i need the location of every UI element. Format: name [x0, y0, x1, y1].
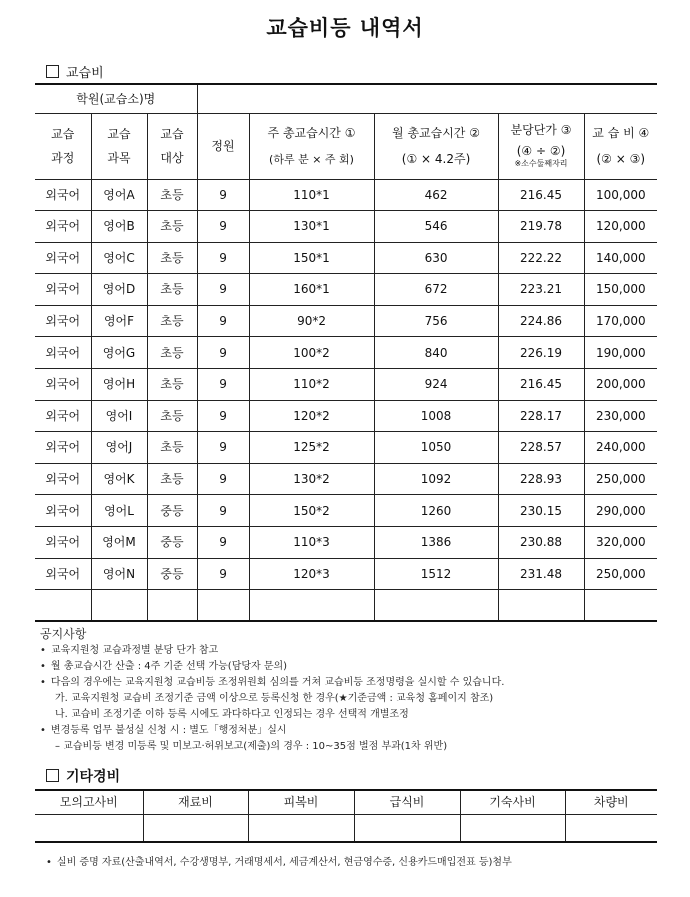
table-cell: 1386 [374, 527, 498, 559]
table-cell: 9 [197, 369, 249, 401]
table-cell: 영어G [91, 337, 147, 369]
table-cell: 222.22 [498, 242, 584, 274]
table-cell [374, 590, 498, 622]
table-row [35, 495, 657, 527]
other-value [354, 814, 460, 842]
table-cell: 320,000 [584, 527, 657, 559]
table-cell: 228.17 [498, 400, 584, 432]
other-header: 차량비 [565, 790, 657, 814]
table-cell: 240,000 [584, 432, 657, 464]
table-cell: 9 [197, 274, 249, 306]
table-cell: 230.15 [498, 495, 584, 527]
other-header: 모의고사비 [35, 790, 143, 814]
table-cell: 9 [197, 463, 249, 495]
table-cell: 223.21 [498, 274, 584, 306]
table-row [35, 558, 657, 590]
header-subject: 교습 과목 [91, 113, 147, 179]
table-cell: 110*1 [249, 179, 374, 211]
table-cell: 1008 [374, 400, 498, 432]
notice-subline: 가. 교육지원청 교습비 조정기준 금액 이상으로 등록신청 한 경우(★기준금액 : 교육청 홈페이지 참조) [55, 693, 494, 704]
other-value [248, 814, 354, 842]
table-cell: 216.45 [498, 179, 584, 211]
table-cell: 중등 [147, 495, 197, 527]
checkbox-square-icon [46, 65, 59, 78]
table-cell: 외국어 [35, 179, 91, 211]
table-cell: 160*1 [249, 274, 374, 306]
table-row [35, 590, 657, 622]
table-cell: 120*2 [249, 400, 374, 432]
table-cell: 230,000 [584, 400, 657, 432]
table-cell: 1260 [374, 495, 498, 527]
table-cell [147, 590, 197, 622]
table-cell: 1092 [374, 463, 498, 495]
table-row [35, 274, 657, 306]
table-cell: 영어H [91, 369, 147, 401]
table-cell: 외국어 [35, 527, 91, 559]
table-cell: 영어J [91, 432, 147, 464]
table-cell: 190,000 [584, 337, 657, 369]
notice-line: • 월 총교습시간 산출 : 4주 기준 선택 가능(담당자 문의) [40, 659, 660, 675]
table-cell: 초등 [147, 432, 197, 464]
table-cell: 외국어 [35, 337, 91, 369]
table-cell: 9 [197, 527, 249, 559]
table-cell: 영어B [91, 211, 147, 243]
table-cell: 231.48 [498, 558, 584, 590]
table-cell [498, 590, 584, 622]
table-row [35, 179, 657, 211]
table-cell: 영어K [91, 463, 147, 495]
table-cell: 9 [197, 211, 249, 243]
other-value [460, 814, 565, 842]
table-cell [584, 590, 657, 622]
table-row [35, 369, 657, 401]
other-header: 기숙사비 [460, 790, 565, 814]
checkbox-square-icon [46, 769, 59, 782]
table-cell: 외국어 [35, 305, 91, 337]
table-cell: 170,000 [584, 305, 657, 337]
table-cell: 외국어 [35, 495, 91, 527]
header-weekly-hours: 주 총교습시간 ① (하루 분 × 주 회) [249, 113, 374, 179]
table-cell: 546 [374, 211, 498, 243]
table-cell: 462 [374, 179, 498, 211]
table-cell: 외국어 [35, 558, 91, 590]
other-header: 재료비 [143, 790, 248, 814]
table-cell: 216.45 [498, 369, 584, 401]
table-cell: 90*2 [249, 305, 374, 337]
table-cell: 초등 [147, 274, 197, 306]
table-cell: 110*2 [249, 369, 374, 401]
table-cell: 226.19 [498, 337, 584, 369]
table-cell: 중등 [147, 558, 197, 590]
table-cell: 224.86 [498, 305, 584, 337]
table-cell: 초등 [147, 242, 197, 274]
fee-table [35, 83, 657, 622]
table-cell: 영어F [91, 305, 147, 337]
table-cell: 초등 [147, 337, 197, 369]
notice-line: • 교육지원청 교습과정별 분당 단가 참고 [40, 643, 660, 659]
table-row [35, 211, 657, 243]
table-cell: 130*1 [249, 211, 374, 243]
table-row [35, 463, 657, 495]
table-cell: 외국어 [35, 369, 91, 401]
table-cell: 756 [374, 305, 498, 337]
table-cell: 110*3 [249, 527, 374, 559]
table-cell: 120,000 [584, 211, 657, 243]
table-cell: 150*1 [249, 242, 374, 274]
table-cell: 150*2 [249, 495, 374, 527]
table-cell: 120*3 [249, 558, 374, 590]
table-cell: 140,000 [584, 242, 657, 274]
table-cell: 290,000 [584, 495, 657, 527]
header-capacity: 정원 [197, 113, 249, 179]
table-cell: 영어A [91, 179, 147, 211]
header-unit-price: 분당단가 ③ (④ ÷ ②) ※소수둘째자리 [498, 113, 584, 179]
table-cell: 228.57 [498, 432, 584, 464]
table-cell: 외국어 [35, 463, 91, 495]
other-header: 급식비 [354, 790, 460, 814]
section-other-label: 기타경비 [66, 769, 121, 785]
section-other-heading [46, 766, 120, 786]
table-cell: 영어L [91, 495, 147, 527]
table-cell: 219.78 [498, 211, 584, 243]
table-cell: 9 [197, 337, 249, 369]
table-row [35, 242, 657, 274]
table-cell: 초등 [147, 305, 197, 337]
section-fees-heading [46, 62, 104, 81]
table-cell: 250,000 [584, 463, 657, 495]
table-cell: 250,000 [584, 558, 657, 590]
table-cell: 외국어 [35, 274, 91, 306]
table-cell: 630 [374, 242, 498, 274]
table-cell: 초등 [147, 463, 197, 495]
table-cell: 영어C [91, 242, 147, 274]
table-cell: 9 [197, 400, 249, 432]
fee-table-header [35, 113, 657, 179]
table-cell: 9 [197, 432, 249, 464]
footnote: • 실비 증명 자료(산출내역서, 수강생명부, 거래명세서, 세금계산서, 현금영수증, 신용카드매입전표 등)첨부 [46, 853, 512, 868]
table-cell: 초등 [147, 179, 197, 211]
notice-line: • 변경등록 업무 불성실 신청 시 : 별도「행정처분」실시 [40, 723, 660, 739]
table-cell: 초등 [147, 211, 197, 243]
table-cell: 외국어 [35, 400, 91, 432]
table-cell: 228.93 [498, 463, 584, 495]
table-cell: 9 [197, 179, 249, 211]
table-cell: 840 [374, 337, 498, 369]
table-cell: 9 [197, 558, 249, 590]
academy-name-label: 학원(교습소)명 [35, 84, 197, 113]
table-cell: 중등 [147, 527, 197, 559]
table-cell: 100,000 [584, 179, 657, 211]
table-row [35, 305, 657, 337]
header-tuition: 교 습 비 ④ (② × ③) [584, 113, 657, 179]
table-cell: 영어M [91, 527, 147, 559]
table-cell: 영어N [91, 558, 147, 590]
header-monthly-hours: 월 총교습시간 ② (① × 4.2주) [374, 113, 498, 179]
notice-line: • 다음의 경우에는 교육지원청 교습비등 조정위원회 심의를 거쳐 교습비등 조정명령을 실시할 수 있습니다. [40, 675, 660, 691]
table-row [35, 400, 657, 432]
notice-title: 공지사항 [40, 627, 87, 641]
table-cell: 1050 [374, 432, 498, 464]
header-target: 교습 대상 [147, 113, 197, 179]
table-cell: 924 [374, 369, 498, 401]
table-cell: 외국어 [35, 211, 91, 243]
notice-subline: 나. 교습비 조정기준 이하 등록 시에도 과다하다고 인정되는 경우 선택적 개별조정 [55, 709, 409, 720]
table-cell: 230.88 [498, 527, 584, 559]
table-cell: 외국어 [35, 242, 91, 274]
table-cell: 9 [197, 495, 249, 527]
table-cell [249, 590, 374, 622]
table-cell: 100*2 [249, 337, 374, 369]
table-row [35, 527, 657, 559]
header-course: 교습 과정 [35, 113, 91, 179]
table-cell [35, 590, 91, 622]
table-cell: 9 [197, 242, 249, 274]
other-header: 피복비 [248, 790, 354, 814]
academy-name-value [197, 84, 657, 113]
other-value [143, 814, 248, 842]
document-title: 교습비등 내역서 [266, 16, 424, 40]
other-value [565, 814, 657, 842]
other-expenses-table [35, 789, 657, 843]
notice-section [40, 626, 660, 755]
table-cell: 672 [374, 274, 498, 306]
table-cell: 초등 [147, 369, 197, 401]
table-cell: 150,000 [584, 274, 657, 306]
section-fees-label: 교습비 [66, 66, 104, 81]
table-cell: 200,000 [584, 369, 657, 401]
table-cell: 영어I [91, 400, 147, 432]
table-row [35, 337, 657, 369]
notice-subline: – 교습비등 변경 미등록 및 미보고·허위보고(제출)의 경우 : 10~35점 벌점 부과(1차 위반) [55, 741, 448, 752]
table-cell: 영어D [91, 274, 147, 306]
table-cell [91, 590, 147, 622]
table-cell: 외국어 [35, 432, 91, 464]
other-value [35, 814, 143, 842]
table-cell: 초등 [147, 400, 197, 432]
table-cell [197, 590, 249, 622]
table-cell: 9 [197, 305, 249, 337]
table-cell: 1512 [374, 558, 498, 590]
table-cell: 130*2 [249, 463, 374, 495]
table-cell: 125*2 [249, 432, 374, 464]
table-row [35, 432, 657, 464]
